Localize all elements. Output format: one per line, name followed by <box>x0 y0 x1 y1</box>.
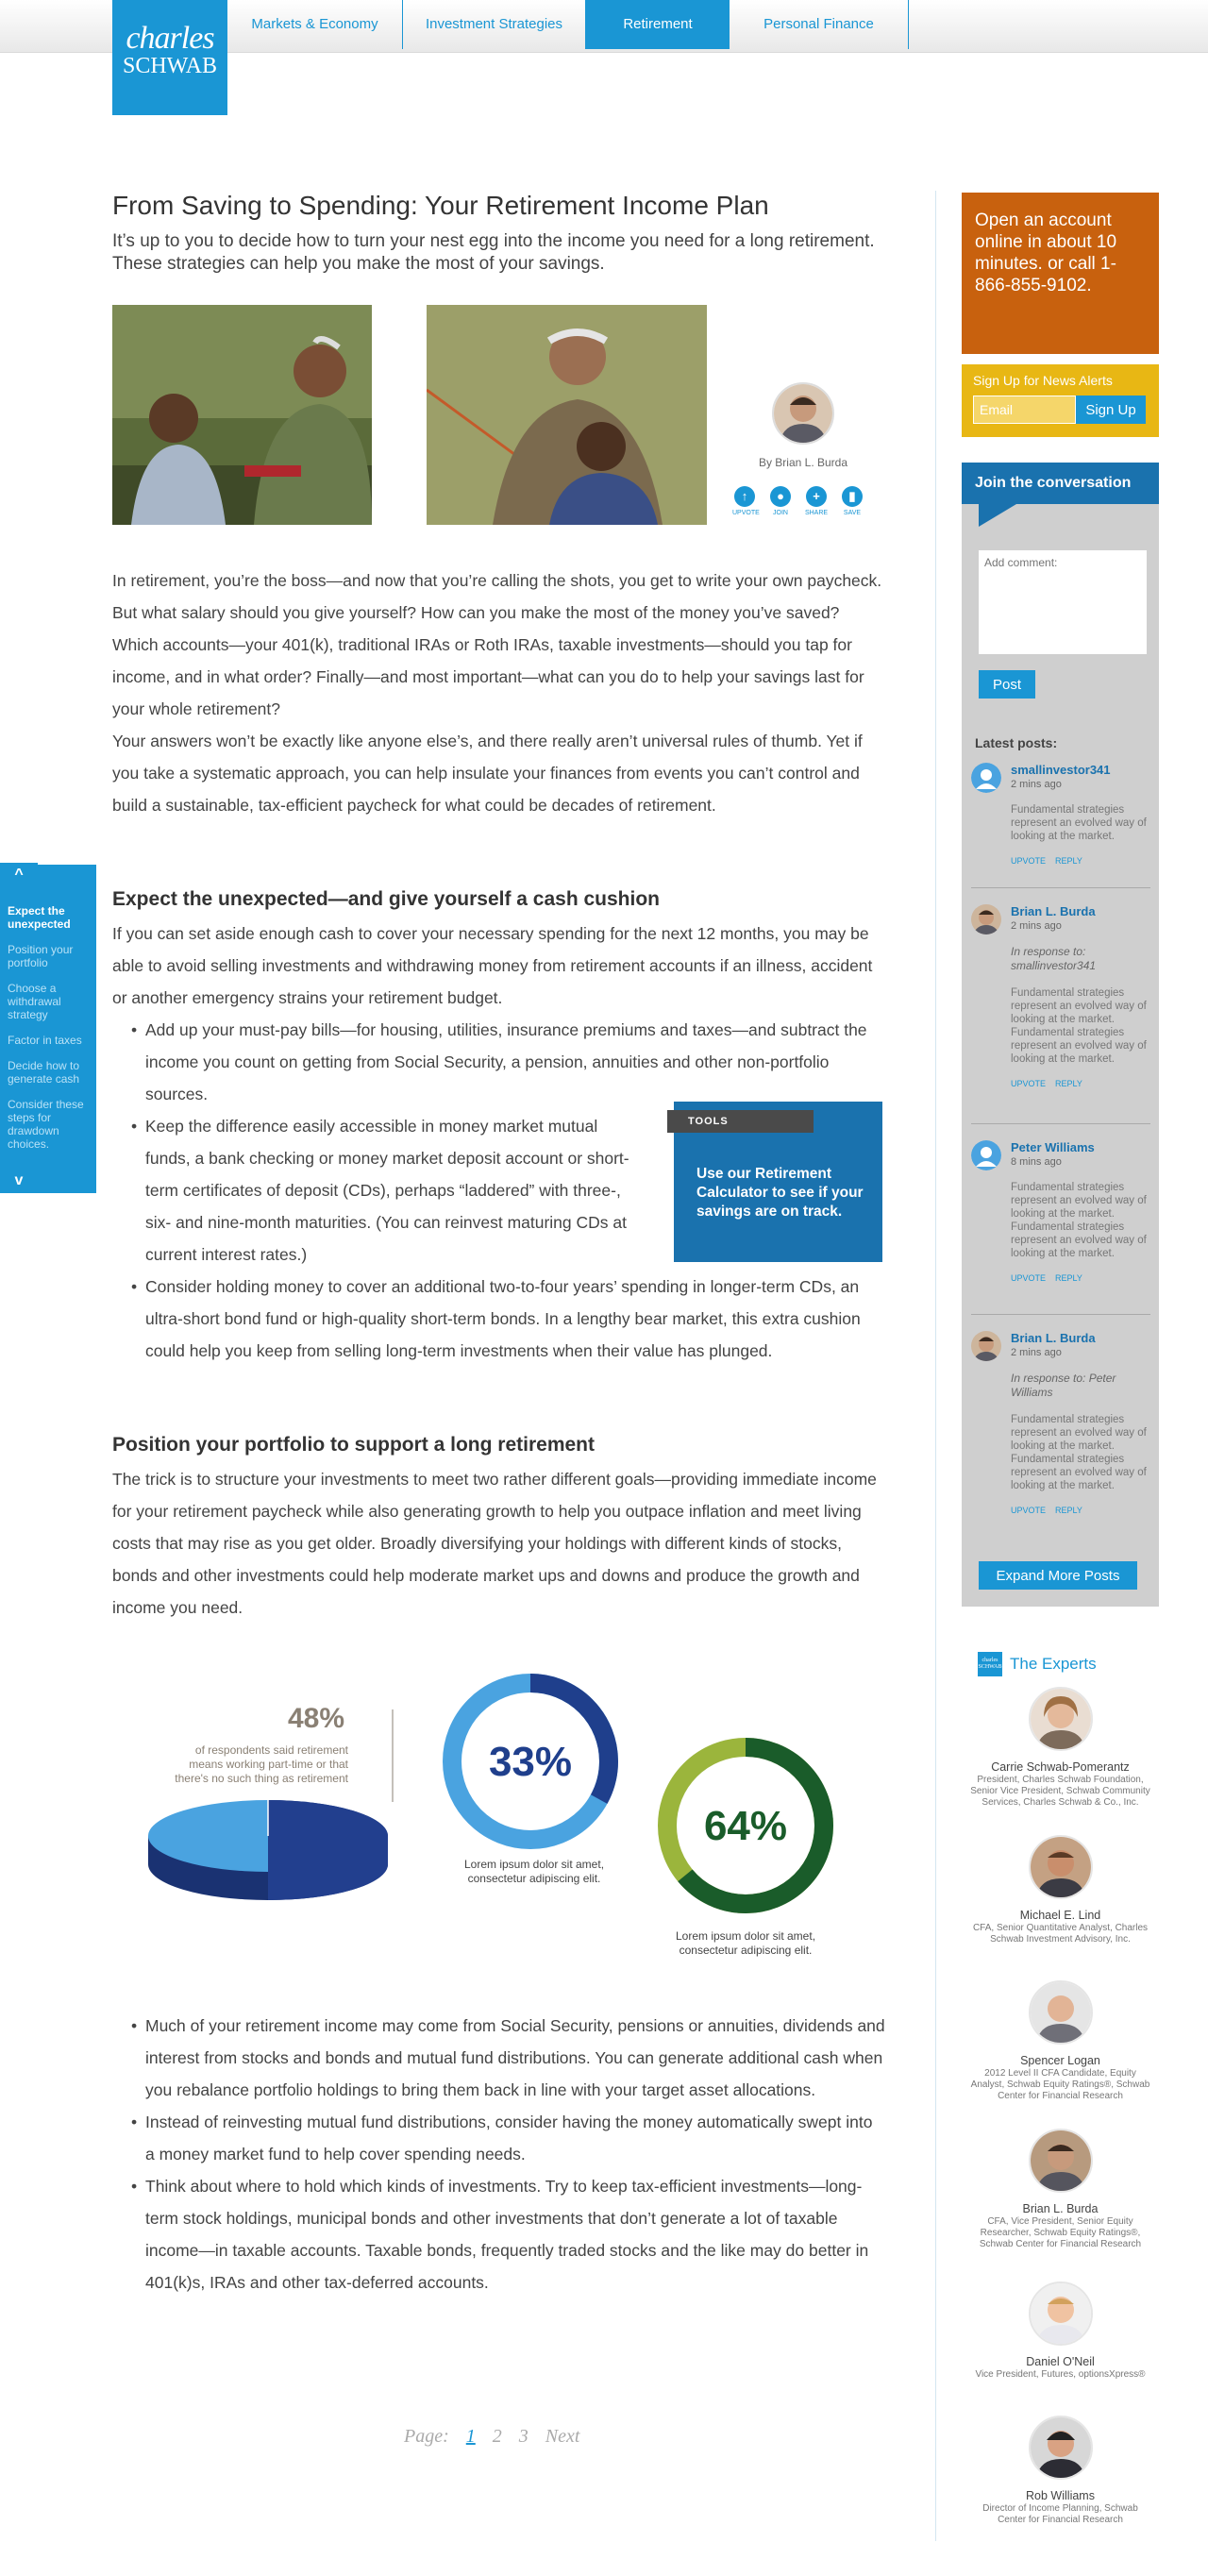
sign-up-button[interactable]: Sign Up <box>1076 396 1146 424</box>
jump-factor-taxes[interactable]: Factor in taxes <box>8 1034 82 1047</box>
charles-schwab-logo[interactable] <box>112 0 227 115</box>
pagination <box>404 2426 579 2448</box>
news-alerts-label: Sign Up for News Alerts <box>973 373 1113 388</box>
list-item: • Instead of reinvesting mutual fund distributions, consider having the money automatically swept into a money market fund to help cover spending needs. <box>131 2106 886 2170</box>
comment-text: Fundamental strategies represent an evolved way of looking at the market. Fundamental strategies represent an evolved way of looking at the market. <box>1011 987 1147 1065</box>
expert-name: Michael E. Lind <box>1019 1909 1101 1922</box>
ring-chart-64 <box>658 1738 833 1913</box>
page-3-link[interactable]: 3 <box>518 2426 528 2447</box>
expert-role: CFA, Senior Quantitative Analyst, Charles Schwab Investment Advisory, Inc. <box>972 1923 1149 1945</box>
expert-name: Spencer Logan <box>1020 2054 1100 2067</box>
list-item: • Add up your must-pay bills—for housing, utilities, insurance premiums and taxes—and subtract the income you count on getting from Social Security, a pension, annuities and other non-portfolio sources. <box>131 1014 886 1110</box>
share-action[interactable] <box>804 486 829 516</box>
comment-input[interactable] <box>979 550 1147 654</box>
heading-cash-cushion: Expect the unexpected—and give yourself a cash cushion <box>112 888 661 910</box>
comment-text: Fundamental strategies represent an evolved way of looking at the market. Fundamental strategies represent an evolved way of looking at the market. <box>1011 1182 1147 1259</box>
main-nav <box>227 0 909 49</box>
hero-photo-1 <box>112 305 372 525</box>
join-label: JOIN <box>773 510 788 516</box>
expert-card[interactable] <box>962 2129 1159 2250</box>
expert-role: Vice President, Futures, optionsXpress® <box>975 2369 1146 2380</box>
comment-separator <box>971 1123 1150 1124</box>
expert-role: 2012 Level II CFA Candidate, Equity Analyst, Schwab Equity Ratings®, Schwab Center for Financial Research <box>970 2068 1150 2101</box>
expert-name: Brian L. Burda <box>1022 2202 1099 2215</box>
heading-portfolio: Position your portfolio to support a long retirement <box>112 1434 595 1456</box>
comment-reply[interactable]: REPLY <box>1055 1079 1082 1088</box>
join-action[interactable] <box>768 486 793 516</box>
pie-caption: of respondents said retirement means working part-time or that there's no such thing as retirement <box>175 1743 348 1785</box>
cash-bullets-3 <box>131 1271 886 1367</box>
nav-investment-strategies[interactable]: Investment Strategies <box>403 0 586 49</box>
page-2-link[interactable]: 2 <box>492 2426 502 2447</box>
upvote-icon: ↑ <box>734 486 755 507</box>
nav-personal-finance[interactable]: Personal Finance <box>730 0 909 49</box>
logo-line-1: charles <box>126 21 214 56</box>
comment-reply[interactable]: REPLY <box>1055 1273 1082 1283</box>
jump-expect-unexpected[interactable]: Expect the unexpected <box>8 904 71 931</box>
expert-photo <box>1029 2416 1093 2480</box>
comment-upvote[interactable]: UPVOTE <box>1011 1079 1047 1088</box>
avatar[interactable] <box>971 1331 1001 1361</box>
comment-author[interactable]: Brian L. Burda <box>1011 904 1096 918</box>
expert-photo <box>1029 1687 1093 1751</box>
expert-card[interactable] <box>962 1687 1159 1809</box>
expert-role: CFA, Vice President, Senior Equity Researcher, Schwab Equity Ratings®, Schwab Center for Financial Research <box>979 2216 1142 2249</box>
author-avatar[interactable] <box>772 382 834 445</box>
chevron-up-icon[interactable]: ^ <box>0 863 38 887</box>
tools-tag: TOOLS <box>667 1110 814 1133</box>
article-title: From Saving to Spending: Your Retirement Income Plan <box>112 191 769 220</box>
comment-time: 2 mins ago <box>1011 920 1062 932</box>
tools-callout[interactable] <box>674 1102 882 1262</box>
conversation-title-tail <box>979 504 1016 527</box>
comment-separator <box>971 1314 1150 1315</box>
open-account-cta[interactable]: Open an account online in about 10 minutes. or call 1-866-855-9102. <box>962 193 1159 354</box>
comment-upvote[interactable]: UPVOTE <box>1011 1273 1047 1283</box>
list-item: • Much of your retirement income may come from Social Security, pensions or annuities, dividends and interest from stocks and bonds and mutual fund distributions. You can generate additional cash when you rebalance portfolio holdings to bring them back in line with your target asset allocations. <box>131 2010 886 2106</box>
latest-posts-label: Latest posts: <box>975 735 1058 750</box>
ring-33-label: 33% <box>488 1739 573 1785</box>
comment-separator <box>971 887 1150 888</box>
comment-upvote[interactable]: UPVOTE <box>1011 856 1047 866</box>
list-item: • Consider holding money to cover an additional two-to-four years’ spending in longer-term CDs, an ultra-short bond fund or high-quality short-term bonds. In a lengthy bear market, this extra cushion could help you keep from selling long-term investments when their value has plunged. <box>131 1271 886 1367</box>
expert-name: Daniel O'Neil <box>1026 2355 1095 2368</box>
intro-paragraph-1: In retirement, you’re the boss—and now that you’re calling the shots, you get to write your own paycheck. But what salary should you give yourself? How can you make the most of the money you’ve saved? Which accounts—your 401(k), traditional IRAs or Roth IRAs, taxable investments—should you tap for income, and in what order? Finally—and most important—what can you do to help your savings last for your whole retirement? <box>112 571 882 718</box>
comment-time: 2 mins ago <box>1011 779 1062 790</box>
portfolio-paragraph: The trick is to structure your investments to meet two rather different goals—providing immediate income for your retirement paycheck while also generating growth to help you outpace inflation and meet living costs that may rise as you get older. Broadly diversifying your holdings with different kinds of stocks, bonds and other investments could help moderate market ups and downs and produce the growth and income you need. <box>112 1470 877 1617</box>
pie-chart-48 <box>141 1704 395 1954</box>
author-byline: By Brian L. Burda <box>758 456 848 469</box>
share-label: SHARE <box>804 510 829 516</box>
schwab-mini-logo: charles SCHWAB <box>978 1652 1002 1676</box>
section-jump-list <box>0 899 96 1169</box>
intro-paragraph-2: Your answers won’t be exactly like anyone else’s, and there really aren’t universal rules of thumb. Yet if you take a systematic approach, you can help insulate your finances from events you can’t control and build a sustainable, tax-efficient paycheck for what could be decades of retirement. <box>112 732 863 815</box>
portfolio-bullets <box>131 2010 886 2298</box>
pie-slice-48-side <box>268 1800 388 1900</box>
comment-reply[interactable]: REPLY <box>1055 1506 1082 1515</box>
expert-card[interactable] <box>962 2281 1159 2381</box>
pager-label: Page: <box>404 2426 449 2447</box>
chevron-down-icon[interactable]: v <box>0 1169 38 1193</box>
cash-bullets-1 <box>131 1014 886 1110</box>
list-item: • Keep the difference easily accessible in money market mutual funds, a bank checking or money market deposit account or short-term certificates of deposit (CDs), perhaps “laddered” with three-, six- and nine-month maturities. (You can reinvest maturing CDs at current interest rates.) <box>131 1110 641 1271</box>
social-actions <box>732 486 864 516</box>
expert-role: Director of Income Planning, Schwab Center for Financial Research <box>982 2503 1138 2525</box>
nav-markets-economy[interactable]: Markets & Economy <box>227 0 403 49</box>
ring-chart-33 <box>443 1674 618 1849</box>
ring-33-caption: Lorem ipsum dolor sit amet, consectetur adipiscing elit. <box>463 1858 605 1885</box>
experts-title: The Experts <box>1010 1655 1097 1673</box>
save-action[interactable] <box>840 486 864 516</box>
speech-bubble-icon: ● <box>770 486 791 507</box>
avatar[interactable] <box>971 763 1001 793</box>
pie-percentage: 48% <box>288 1703 345 1734</box>
avatar[interactable] <box>971 1140 1001 1170</box>
avatar[interactable] <box>971 904 1001 934</box>
sidebar-divider <box>935 191 936 2541</box>
cash-bullets-2 <box>131 1110 641 1271</box>
conversation-title: Join the conversation <box>962 463 1159 504</box>
conversation-panel <box>962 463 1159 1607</box>
comment-text: Fundamental strategies represent an evolved way of looking at the market. <box>1011 804 1147 842</box>
jump-drawdown-choices[interactable]: Consider these steps for drawdown choices. <box>8 1098 84 1151</box>
jump-position-portfolio[interactable]: Position your portfolio <box>8 943 74 969</box>
next-page-link[interactable]: Next <box>545 2426 580 2447</box>
email-field[interactable] <box>973 396 1076 424</box>
list-item: • Think about where to hold which kinds of investments. Try to keep tax-efficient investments—long-term stock holdings, municipal bonds and other investments that don’t generate a lot of taxable income—in taxable accounts. Taxable bonds, frequently traded stocks and the like may do better in 401(k)s, IRAs and other tax-deferred accounts. <box>131 2170 886 2298</box>
expert-name: Carrie Schwab-Pomerantz <box>991 1760 1130 1774</box>
post-button[interactable]: Post <box>979 670 1035 699</box>
ring-64-caption: Lorem ipsum dolor sit amet, consectetur adipiscing elit. <box>675 1929 816 1957</box>
expert-card[interactable] <box>962 2416 1159 2526</box>
comment-in-response-to: In response to: smallinvestor341 <box>1011 945 1097 972</box>
comment-reply[interactable]: REPLY <box>1055 856 1082 866</box>
experts-header <box>978 1652 1097 1676</box>
page-1-link[interactable]: 1 <box>465 2426 476 2447</box>
comment-upvote[interactable]: UPVOTE <box>1011 1506 1047 1515</box>
nav-retirement[interactable]: Retirement <box>586 0 730 49</box>
comment-time: 2 mins ago <box>1011 1347 1062 1358</box>
comment-author[interactable]: Peter Williams <box>1011 1140 1095 1154</box>
jump-withdrawal-strategy[interactable]: Choose a withdrawal strategy <box>8 982 61 1021</box>
expert-role: President, Charles Schwab Foundation, Senior Vice President, Schwab Community Services, Charles Schwab & Co., Inc. <box>970 1775 1150 1808</box>
expert-photo <box>1029 1835 1093 1899</box>
author-block <box>732 382 874 469</box>
comment-time: 8 mins ago <box>1011 1156 1062 1168</box>
upvote-action[interactable] <box>732 486 760 516</box>
hero-photo-2 <box>427 305 707 525</box>
bookmark-icon: ▮ <box>842 486 863 507</box>
expert-photo <box>1029 1980 1093 2045</box>
plus-icon: + <box>806 486 827 507</box>
article-subtitle: It’s up to you to decide how to turn your nest egg into the income you need for a long retirement. These strategies can help you make the most of your savings. <box>112 231 875 274</box>
tools-text[interactable]: Use our Retirement Calculator to see if your savings are on track. <box>696 1166 864 1220</box>
save-label: SAVE <box>843 510 862 516</box>
ring-64-label: 64% <box>703 1803 788 1849</box>
news-alerts-signup <box>962 364 1159 437</box>
expert-photo <box>1029 2281 1093 2346</box>
cash-paragraph: If you can set aside enough cash to cover your necessary spending for the next 12 months, you may be able to avoid selling investments and withdrawing money from retirement accounts if an illness, accident or another emergency strains your retirement budget. <box>112 924 873 1007</box>
comment-in-response-to: In response to: Peter Williams <box>1011 1372 1116 1399</box>
expert-photo <box>1029 2129 1093 2193</box>
jump-generate-cash[interactable]: Decide how to generate cash <box>8 1059 80 1086</box>
expert-card[interactable] <box>962 1835 1159 1945</box>
comment-author[interactable]: smallinvestor341 <box>1011 763 1111 777</box>
expert-card[interactable] <box>962 1980 1159 2102</box>
logo-line-2: SCHWAB <box>122 54 218 78</box>
comment-text: Fundamental strategies represent an evolved way of looking at the market. Fundamental strategies represent an evolved way of looking at the market. <box>1011 1414 1147 1491</box>
expand-more-posts-button[interactable]: Expand More Posts <box>979 1561 1137 1590</box>
expert-name: Rob Williams <box>1026 2489 1095 2502</box>
section-jump-nav <box>0 865 96 1193</box>
comment-author[interactable]: Brian L. Burda <box>1011 1331 1096 1345</box>
upvote-label: UPVOTE <box>732 510 760 516</box>
